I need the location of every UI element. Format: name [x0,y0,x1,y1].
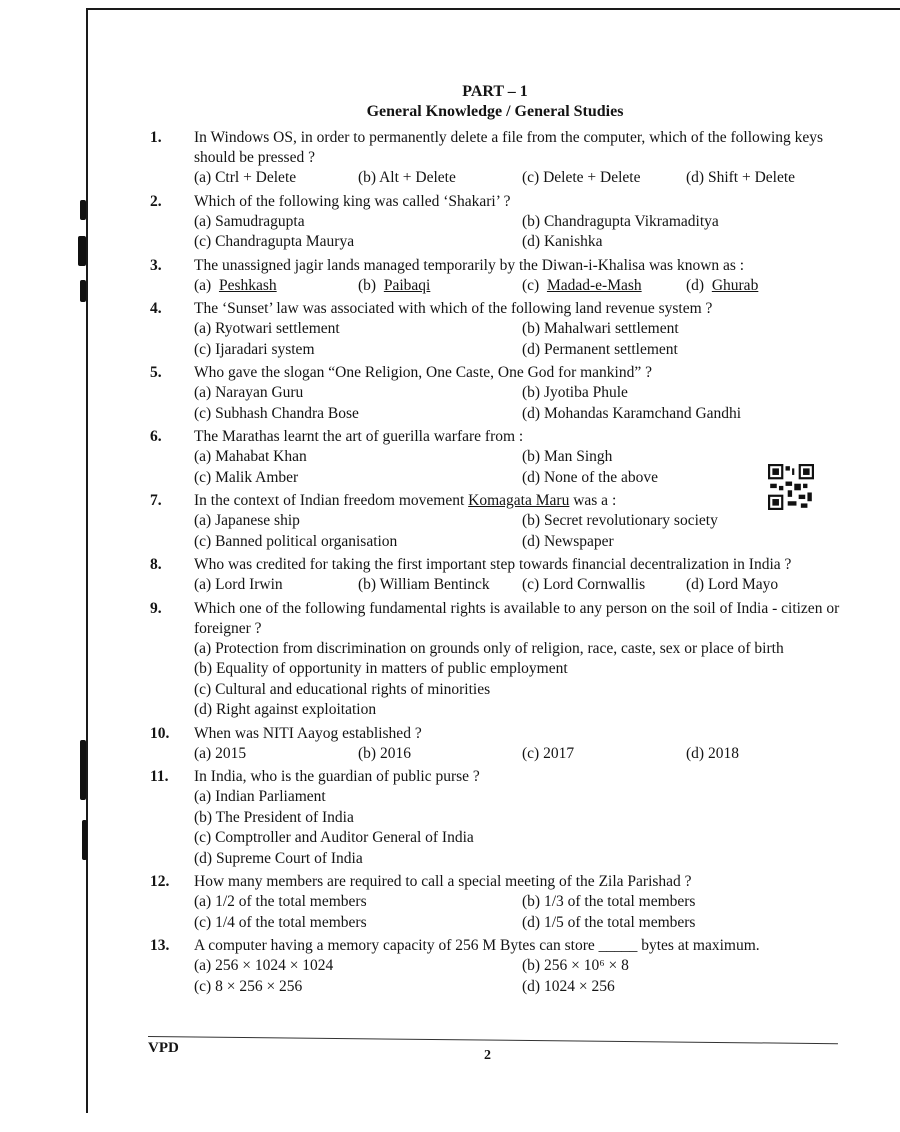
option-label: (a) [194,276,219,294]
question-item [150,363,850,424]
option-term: Peshkash [218,276,277,294]
answer-option: (b) Secret revolutionary society [522,512,718,529]
question-number: 1. [150,129,162,146]
question-number: 2. [150,192,162,210]
question-text [194,491,850,511]
question-text: When was NITI Aayog established ? [194,724,422,742]
answer-option: (b) William Bentinck [358,576,490,593]
question-text: How many members are required to call a special meeting of the Zila Parishad ? [194,873,692,890]
binding-mark [80,280,86,302]
question-text: The Marathas learnt the art of guerilla warfare from : [194,428,524,445]
option-label: (c) [522,276,547,294]
option-term: Madad-e-Mash [546,276,642,294]
answer-option: (b) 2016 [358,744,411,762]
footer-rule [148,1036,838,1044]
option-term: Ghurab [711,276,759,294]
answer-options [194,956,850,997]
answer-option: (c) Lord Cornwallis [522,576,646,593]
question-number: 3. [150,256,162,274]
question-item [150,599,850,721]
answer-option [686,276,850,297]
page-header [300,82,690,122]
question-number: 11. [150,768,169,785]
answer-option: (a) Japanese ship [194,512,300,529]
answer-options [194,639,850,721]
answer-options [194,787,850,869]
answer-option [358,276,522,297]
answer-option: (d) Permanent settlement [522,340,678,358]
answer-option: (a) Indian Parliament [194,788,326,805]
question-text: The ‘Sunset’ law was associated with which of the following land revenue system ? [194,300,713,317]
page-number: 2 [484,1048,491,1063]
answer-option: (a) 2015 [194,744,247,762]
binding-mark [78,236,86,266]
answer-option: (d) 1024 × 256 [522,977,615,995]
question-text-part: was a : [569,492,617,509]
answer-option: (d) Lord Mayo [686,576,779,593]
option-label: (b) [358,276,384,294]
answer-options [194,276,850,297]
question-text: Which one of the following fundamental rights is available to any person on the soil of India - citizen or foreigner ? [194,599,840,637]
answer-options [194,892,850,933]
answer-option: (b) Alt + Delete [358,169,456,186]
answer-option: (a) Narayan Guru [194,384,304,401]
answer-option: (d) Mohandas Karamchand Gandhi [522,404,742,422]
question-item [150,872,850,933]
question-number: 7. [150,492,162,509]
answer-option: (a) 1/2 of the total members [194,893,367,910]
question-text: Which of the following king was called ‘Shakari’ ? [194,192,511,210]
question-item [150,427,850,488]
answer-option: (d) Kanishka [522,233,603,250]
answer-option: (b) Man Singh [522,448,613,465]
answer-option: (c) Ijaradari system [194,340,315,358]
binding-mark [80,740,86,800]
answer-options [194,744,850,765]
answer-option: (a) Ryotwari settlement [194,320,340,337]
question-text: In India, who is the guardian of public purse ? [194,768,480,785]
answer-options [194,511,850,552]
answer-option: (c) Chandragupta Maurya [194,233,355,250]
question-item [150,299,850,360]
answer-option: (b) The President of India [194,808,354,826]
answer-options [194,319,850,360]
answer-option: (c) Malik Amber [194,468,299,486]
answer-option: (b) Equality of opportunity in matters of public employment [194,660,568,677]
answer-option: (c) Delete + Delete [522,169,641,186]
answer-options [194,447,850,488]
answer-option: (b) 1/3 of the total members [522,893,696,910]
answer-option: (b) Chandragupta Vikramaditya [522,212,719,230]
answer-option: (c) Banned political organisation [194,532,398,550]
answer-option: (a) Samudragupta [194,212,305,230]
binding-mark [80,200,86,220]
question-number: 13. [150,937,170,954]
question-item [150,724,850,765]
question-item [150,192,850,253]
question-item [150,256,850,297]
question-item [150,767,850,869]
answer-option: (a) Lord Irwin [194,576,283,593]
answer-option: (c) Cultural and educational rights of minorities [194,680,491,698]
question-text: The unassigned jagir lands managed temporarily by the Diwan-i-Khalisa was known as : [194,256,745,274]
answer-option: (d) Right against exploitation [194,701,377,718]
answer-option [522,276,686,297]
answer-option: (b) Mahalwari settlement [522,320,679,337]
question-item [150,555,850,596]
page-border-left [86,8,88,1113]
option-term: Paibaqi [383,276,431,294]
subject-heading: General Knowledge / General Studies [366,103,624,120]
answer-option: (c) Subhash Chandra Bose [194,404,359,422]
answer-option: (d) Supreme Court of India [194,849,363,867]
page-border-top [86,8,900,10]
option-label: (d) [686,276,712,294]
qr-code-icon [768,464,814,510]
answer-option: (a) Protection from discrimination on grounds only of religion, race, caste, sex or place of birth [194,639,784,657]
question-number: 5. [150,364,162,381]
answer-option: (d) 1/5 of the total members [522,913,696,931]
answer-options [194,168,850,189]
question-number: 6. [150,428,162,445]
question-text-part: In the context of Indian freedom movement [194,492,469,509]
answer-option: (a) Ctrl + Delete [194,169,297,186]
answer-options [194,383,850,424]
question-number: 9. [150,599,162,617]
answer-option: (a) Mahabat Khan [194,448,307,465]
question-item [150,491,850,552]
answer-option: (b) 256 × 10⁶ × 8 [522,957,629,974]
question-number: 12. [150,873,170,890]
answer-option: (d) Newspaper [522,532,614,550]
question-text: Who gave the slogan “One Religion, One Caste, One God for mankind” ? [194,364,652,381]
answer-option: (c) 1/4 of the total members [194,913,367,931]
answer-option: (c) 2017 [522,744,575,762]
booklet-code: VPD [148,1040,179,1056]
answer-option [194,276,358,297]
question-text-underlined: Komagata Maru [468,492,570,509]
question-number: 4. [150,300,162,317]
answer-option: (d) 2018 [686,744,739,762]
answer-options [194,212,850,253]
question-list [150,128,850,1000]
part-heading: PART – 1 [462,83,528,100]
question-item [150,128,850,189]
question-number: 8. [150,556,162,573]
question-item [150,936,850,997]
binding-mark [82,820,87,860]
answer-option: (a) 256 × 1024 × 1024 [194,957,334,974]
answer-options [194,575,850,596]
answer-option: (d) None of the above [522,468,659,486]
question-text: In Windows OS, in order to permanently delete a file from the computer, which of the following keys should be pressed ? [194,129,824,166]
answer-option: (d) Shift + Delete [686,169,796,186]
answer-option: (c) 8 × 256 × 256 [194,977,303,995]
answer-option: (b) Jyotiba Phule [522,384,628,401]
question-number: 10. [150,724,170,742]
answer-option: (c) Comptroller and Auditor General of India [194,829,474,846]
question-text: A computer having a memory capacity of 256 M Bytes can store _____ bytes at maximum. [194,937,760,954]
question-text: Who was credited for taking the first important step towards financial decentralization in India ? [194,556,792,573]
